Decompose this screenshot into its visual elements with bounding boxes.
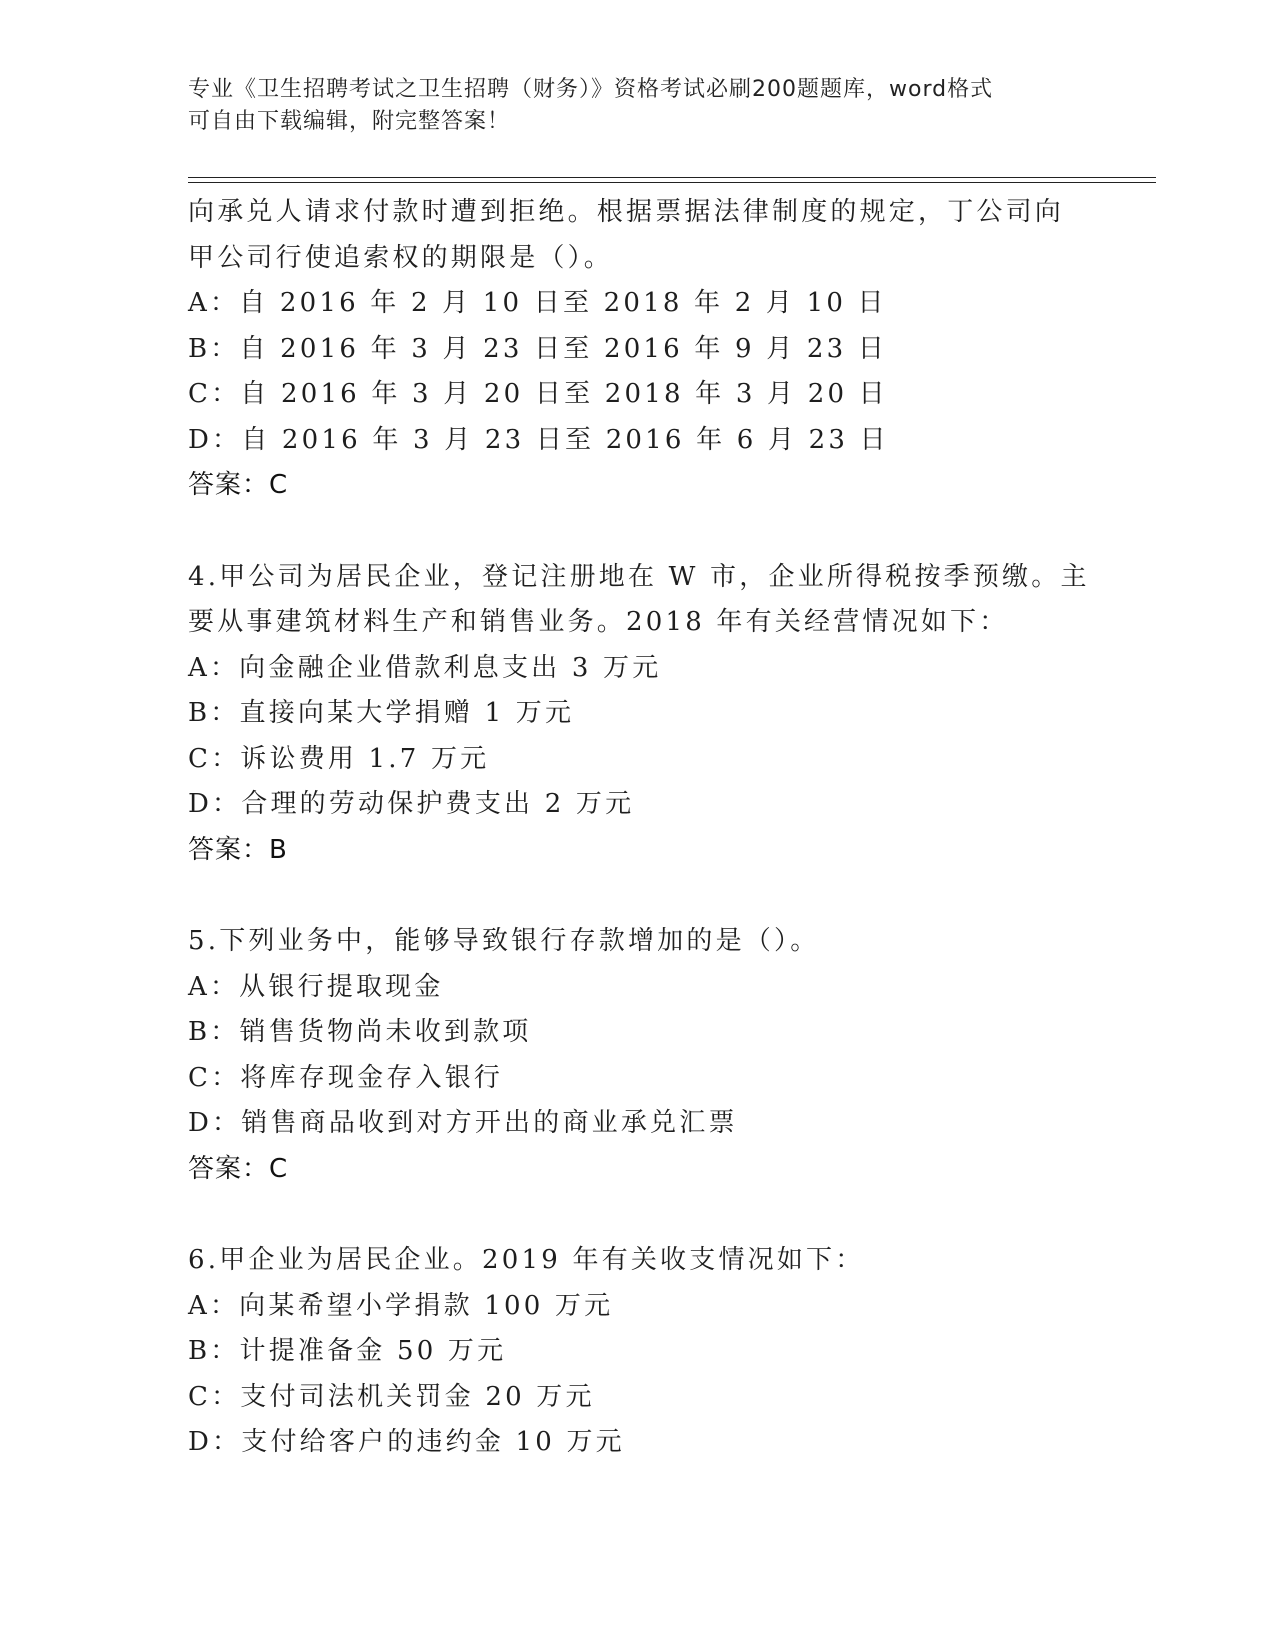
- question-4-block: [188, 555, 1088, 874]
- header-title-line1: 专业《卫生招聘考试之卫生招聘（财务）》资格考试必刷200题题库，word格式: [188, 77, 994, 102]
- question-stem-line: 4.甲公司为居民企业，登记注册地在 W 市，企业所得税按季预缴。主: [188, 561, 1090, 592]
- question-3-block: [188, 190, 1088, 509]
- question-stem-line: 甲公司行使追索权的期限是（）。: [188, 242, 614, 273]
- option-c: C：诉讼费用 1.7 万元: [188, 743, 490, 774]
- option-c: C：将库存现金存入银行: [188, 1062, 504, 1093]
- option-c: C：自 2016 年 3 月 20 日至 2018 年 3 月 20 日: [188, 379, 888, 409]
- question-stem-line: 要从事建筑材料生产和销售业务。2018 年有关经营情况如下：: [188, 607, 1009, 637]
- spacer: [188, 873, 1088, 919]
- option-d: D：销售商品收到对方开出的商业承兑汇票: [188, 1108, 738, 1138]
- question-stem-line: 向承兑人请求付款时遭到拒绝。根据票据法律制度的规定，丁公司向: [188, 197, 1065, 227]
- option-a: A：从银行提取现金: [188, 971, 444, 1002]
- question-5-block: [188, 919, 1088, 1192]
- option-b: B：直接向某大学捐赠 1 万元: [188, 698, 575, 728]
- header-divider: [188, 177, 1156, 183]
- spacer: [188, 509, 1088, 555]
- option-a: A：向某希望小学捐款 100 万元: [188, 1290, 614, 1321]
- question-stem-line: 5.下列业务中，能够导致银行存款增加的是（）。: [188, 926, 820, 956]
- option-b: B：计提准备金 50 万元: [188, 1336, 507, 1366]
- question-stem-line: 6.甲企业为居民企业。2019 年有关收支情况如下：: [188, 1245, 865, 1275]
- option-d: D：合理的劳动保护费支出 2 万元: [188, 789, 635, 819]
- document-header: [188, 74, 1088, 138]
- answer-label: 答案：C: [188, 470, 289, 500]
- document-body: [188, 190, 1088, 1466]
- option-b: B：销售货物尚未收到款项: [188, 1017, 532, 1047]
- answer-label: 答案：B: [188, 834, 288, 865]
- option-c: C：支付司法机关罚金 20 万元: [188, 1381, 595, 1412]
- question-6-block: [188, 1238, 1088, 1466]
- answer-label: 答案：C: [188, 1153, 289, 1184]
- option-a: A：向金融企业借款利息支出 3 万元: [188, 652, 662, 683]
- option-b: B：自 2016 年 3 月 23 日至 2016 年 9 月 23 日: [188, 333, 888, 364]
- spacer: [188, 1192, 1088, 1238]
- option-a: A：自 2016 年 2 月 10 日至 2018 年 2 月 10 日: [188, 288, 887, 318]
- option-d: D：支付给客户的违约金 10 万元: [188, 1427, 625, 1457]
- header-title-line2: 可自由下载编辑，附完整答案！: [188, 109, 511, 134]
- option-d: D：自 2016 年 3 月 23 日至 2016 年 6 月 23 日: [188, 424, 889, 455]
